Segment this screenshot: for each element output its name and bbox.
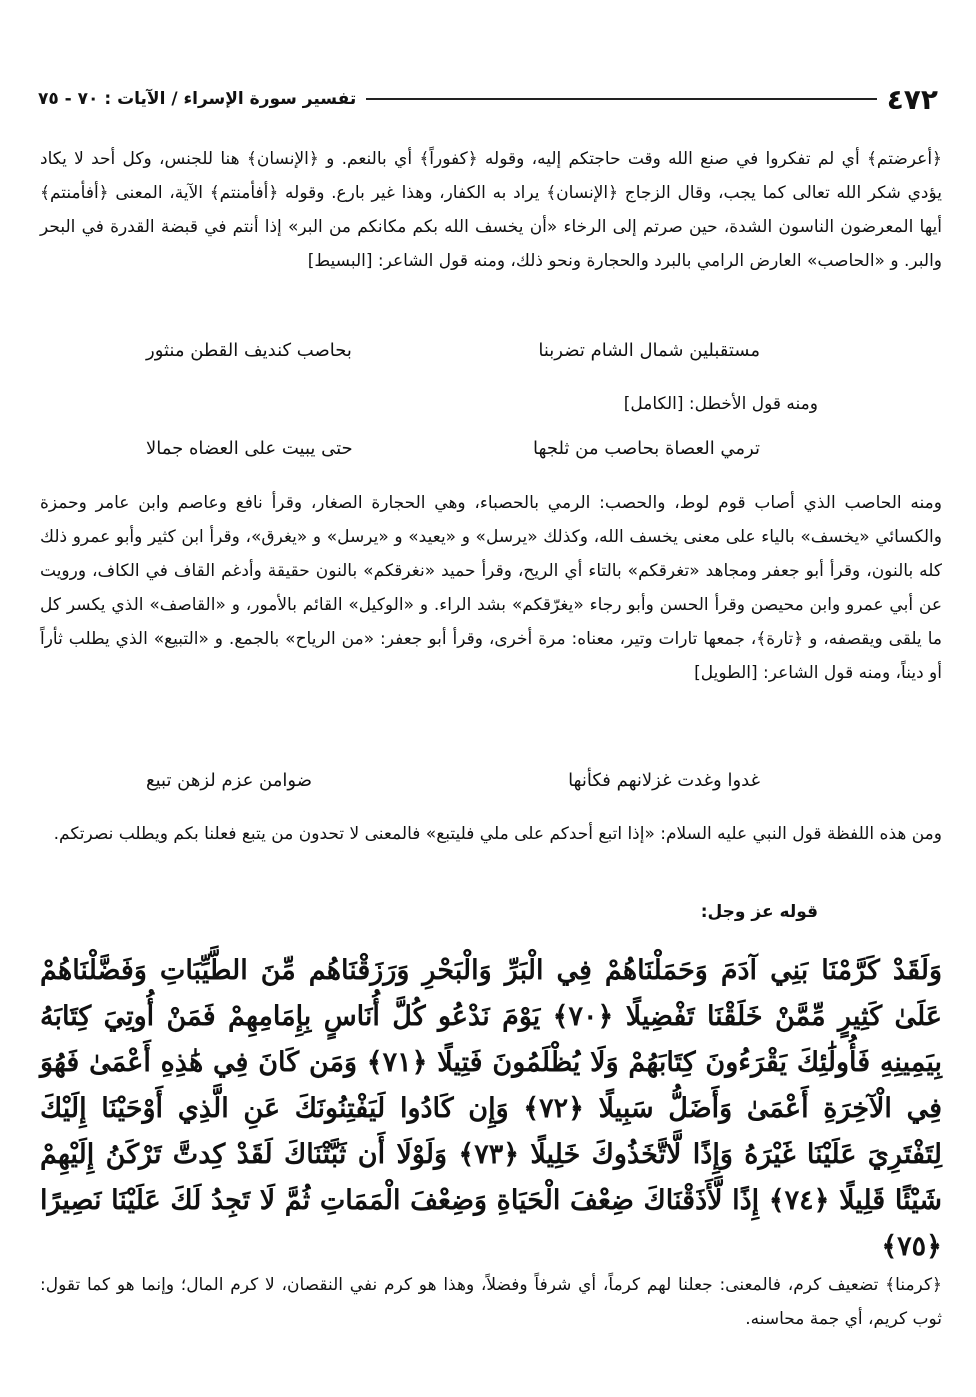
quran-intro: قوله عز وجل: — [700, 902, 818, 922]
commentary-paragraph-1: ﴿أعرضتم﴾ أي لم تفكروا في صنع الله وقت حاجتكم إليه، وقوله ﴿كفوراً﴾ أي بالنعم. و ﴿الإنسان﴾ هنا للجنس، وكل أحد لا يكاد يؤدي شكر الله تعالى كما يجب، وقال الزجاج ﴿الإنسان﴾ يراد به الكفار، وهذا غير بارع. وقوله ﴿أفأمنتم﴾ الآية، المعنى ﴿أفأمنتم﴾ أيها المعرضون الناسون الشدة، حين صرتم إلى الرخاء «أن يخسف الله بكم مكانكم من البر» إذا أنتم في قبضة القدرة في البحر والبر. و «الحاصب» العارض الرامي بالبرد والحجارة ونحو ذلك، ومنه قول الشاعر: [البسيط] — [40, 149, 942, 271]
poet-attribution-akhtal: ومنه قول الأخطل: [الكامل] — [623, 394, 818, 414]
verse-hemistich-first: مستقبلين شمال الشام تضربنا — [538, 340, 760, 361]
verse-hemistich-second: بحاصب كنديف القطن منثور — [146, 340, 352, 361]
verse-hemistich-first: ترمي العصاة بحاصب من ثلجها — [533, 438, 760, 459]
commentary-paragraph-4: ﴿كرمنا﴾ تضعيف كرم، فالمعنى: جعلنا لهم كرماً، أي شرفاً وفضلاً، وهذا هو كرم نفي النقصان، لا كرم المال؛ وإنما هو كما تقول: ثوب كريم، أي جمة محاسنه. — [40, 1275, 942, 1329]
page-header — [38, 82, 938, 116]
verse-hemistich-second: حتى يبيت على العضاه جمالا — [146, 438, 353, 459]
header-rule — [366, 98, 877, 100]
verse-hemistich-second: ضوامن عزم لزهن تبيع — [146, 770, 312, 791]
quran-verses-70-75: وَلَقَدْ كَرَّمْنَا بَنِي آدَمَ وَحَمَلْنَاهُمْ فِي الْبَرِّ وَالْبَحْرِ وَرَزَقْنَاهُم مِّنَ الطَّيِّبَاتِ وَفَضَّلْنَاهُمْ عَلَىٰ كَثِيرٍ مِّمَّنْ خَلَقْنَا تَفْضِيلًا ﴿٧٠﴾ يَوْمَ نَدْعُو كُلَّ أُنَاسٍ بِإِمَامِهِمْ فَمَنْ أُوتِيَ كِتَابَهُ بِيَمِينِهِ فَأُولَٰئِكَ يَقْرَءُونَ كِتَابَهُمْ وَلَا يُظْلَمُونَ فَتِيلًا ﴿٧١﴾ وَمَن كَانَ فِي هَٰذِهِ أَعْمَىٰ فَهُوَ فِي الْآخِرَةِ أَعْمَىٰ وَأَضَلُّ سَبِيلًا ﴿٧٢﴾ وَإِن كَادُوا لَيَفْتِنُونَكَ عَنِ الَّذِي أَوْحَيْنَا إِلَيْكَ لِتَفْتَرِيَ عَلَيْنَا غَيْرَهُ وَإِذًا لَّاتَّخَذُوكَ خَلِيلًا ﴿٧٣﴾ وَلَوْلَا أَن ثَبَّتْنَاكَ لَقَدْ كِدتَّ تَرْكَنُ إِلَيْهِمْ شَيْئًا قَلِيلًا ﴿٧٤﴾ إِذًا لَّأَذَقْنَاكَ ضِعْفَ الْحَيَاةِ وَضِعْفَ الْمَمَاتِ ثُمَّ لَا تَجِدُ لَكَ عَلَيْنَا نَصِيرًا ﴿٧٥﴾ — [40, 955, 942, 1262]
commentary-paragraph-3: ومن هذه اللفظة قول النبي عليه السلام: «إذا اتبع أحدكم على ملي فليتبع» فالمعنى لا تحدون من يتبع فعلنا بكم ويطلب نصرتكم. — [53, 824, 942, 844]
page-number: ٤٧٢ — [886, 82, 938, 116]
commentary-paragraph-2: ومنه الحاصب الذي أصاب قوم لوط، والحصب: الرمي بالحصباء، وهي الحجارة الصغار، وقرأ نافع وعاصم وابن عامر وحمزة والكسائي «يخسف» بالياء على معنى يخسف الله، وكذلك «يرسل» و «يعيد» و «يرسل» و «يغرق»، وقرأ ابن كثير وأبو عمرو ذلك كله بالنون، وقرأ أبو جعفر ومجاهد «تغرقكم» بالتاء أي الريح، وقرأ حميد «نغرقكم» بالنون حقيقة وأدغم القاف في الكاف، ورويت عن أبي عمرو وابن محيصن وقرأ الحسن وأبو رجاء «يغرّقكم» بشد الراء. و «الوكيل» القائم بالأمور، و «القاصف» الذي يكسر كل ما يلقى ويقصفه، و ﴿تارة﴾، جمعها تارات وتير، معناه: مرة أخرى، وقرأ أبو جعفر: «من الرياح» بالجمع. و «التبيع» الذي يطلب ثأراً أو ديناً، ومنه قول الشاعر: [الطويل] — [40, 493, 942, 683]
verse-hemistich-first: غدوا وغدت غزلانهم فكأنها — [568, 770, 760, 791]
running-title: تفسير سورة الإسراء / الآيات : ٧٠ - ٧٥ — [38, 89, 357, 109]
